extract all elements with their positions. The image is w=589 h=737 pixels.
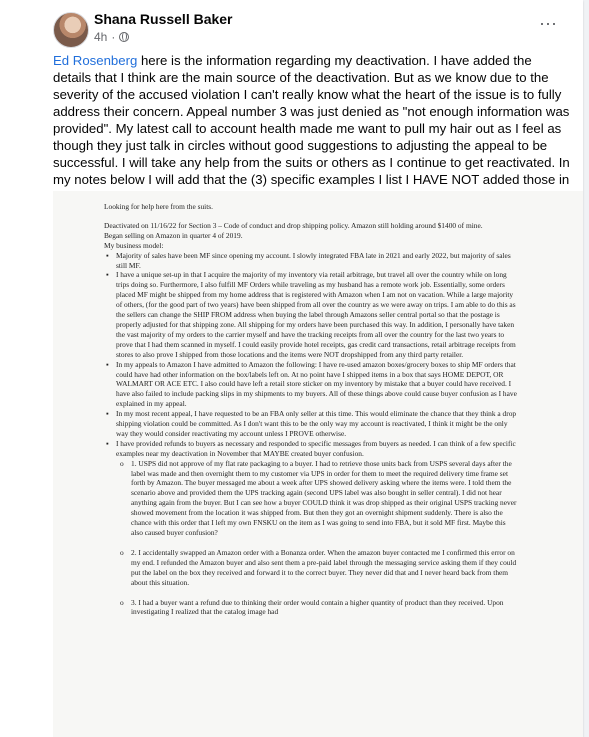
doc-bullet: ▪ In my appeals to Amazon I have admitted to Amazon the following: I have re-used amazon boxes/grocery boxes to ship MF orders that could have had other information on the box/labels left on. At no point have I shipped items in a box that says HOME DEPOT, OR WALMART OR ACE ETC. I also could have left a retail store sticker on my inventory by mistake that a buyer could have received. I have also failed to include packing slips in my shipments to my buyers. All of these things above could cause buyer confusion as I have explained in my appeal. [104, 360, 518, 410]
post-timestamp[interactable]: 4h [94, 30, 108, 44]
doc-bullet: ▪ Majority of sales have been MF since opening my account. I slowly integrated FBA late in 2021 and early 2022, but majority of sales still MF. [104, 251, 518, 271]
doc-example: o 1. USPS did not approve of my flat rate packaging to a buyer. I had to retrieve those units back from USPS several days after the label was made and then overnight them to my customer via UPS in order for them to meet the required delivery time frame set forth by Amazon. The buyer messaged me about a week after UPS showed delivery asking where the items were. I told them the scenario above and provided them the UPS tracking again (second UPS label was also bought in seller central). I did not hear anything again from the buyer. But I can see how a buyer COULD think it was drop shipped as their original USPS tracking never showed movement from the location it was shipped from. But then they got an overnight shipment suddenly. There is also the chance with this order that I left my own FNSKU on the item as I was going to send into FBA, but it sold MF first. Maybe this also caused buyer confusion? [104, 459, 518, 538]
more-options-icon[interactable]: ⋯ [539, 14, 557, 34]
doc-title: Looking for help here from the suits. [104, 202, 213, 211]
globe-icon[interactable] [119, 32, 129, 42]
doc-bullet: ▪ In my most recent appeal, I have requested to be an FBA only seller at this time. This would eliminate the chance that they think a drop shipping violation could be committed. As I don't want this to be the only way my account is reactivated, I think it might be the only way they would consider reactivating my account unless I PROVE otherwise. [104, 409, 518, 439]
doc-examples [104, 459, 518, 618]
doc-model-heading: My business model: [104, 240, 164, 250]
doc-began: Began selling on Amazon in quarter 4 of 2019. [104, 230, 243, 240]
post-body: here is the information regarding my deactivation. I have added the details that I think are the main source of the deactivation. But as we know due to the severity of the accused violation I can't really know what the heart of the issue is to fully address their concern. Appeal number 3 was just denied as "not enough information was provided". My latest call to account health made me want to pull my hair out as I feel as though they just talk in circles without good suggestions to adjusting the appeal to be successful. I will take any help from the suits or others as I continue to get reactivated. In my notes below I will add that the (3) specific examples I list I HAVE NOT added those in [53, 53, 570, 187]
doc-bullet: ▪ I have a unique set-up in that I acquire the majority of my inventory via retail arbitrage, but travel all over the country while on long trips doing so. Furthermore, I also fulfill MF Orders while traveling as my husband has a remote work job. Essentially, some orders placed MF might be shipped from my home address that is registered with Amazon when I am not on vacation. While a large majority of others, (for the good part of two years) have been shipped from all over the country as we were away on trips. I am able to do this as the sellers can change the SHIP FROM address when buying the label through Amazons seller central portal so that the postage is properly adjusted for that shipping zone. All shipping for my orders have been purchased this way. In addition, I personally have taken the vast majority of my orders to the carrier myself and have the tracking receipts from all over the country for the last two years to prove that I had them scanned in myself. I could easily provide hotel receipts, gas credit card transactions, retail arbitrage receipts from stores to also prove I shipped from those locations and the items were NOT dropshipped from any third party retailer. [104, 270, 518, 359]
attached-document-image[interactable] [53, 191, 583, 737]
avatar[interactable] [53, 12, 89, 48]
mention-link[interactable]: Ed Rosenberg [53, 53, 138, 68]
doc-example: o 3. I had a buyer want a refund due to thinking their order would contain a higher quantity of product than they received. Upon investigating I realized that the catalog image had [104, 598, 518, 618]
meta-separator: · [111, 30, 116, 44]
doc-deactivated: Deactivated on 11/16/22 for Section 3 – Code of conduct and drop shipping policy. Amazon still holding around $1400 of mine. [104, 220, 483, 230]
doc-bullet: ▪ I have provided refunds to buyers as necessary and responded to specific messages from buyers as needed. I can think of a few specific examples near my deactivation in November that MAYBE created buyer confusion. [104, 439, 518, 459]
post-meta [94, 30, 129, 44]
author-name[interactable]: Shana Russell Baker [94, 11, 233, 27]
post-text [53, 52, 573, 205]
doc-bullets [104, 251, 518, 459]
doc-example: o 2. I accidentally swapped an Amazon order with a Bonanza order. When the amazon buyer contacted me I confirmed this error on my end. I refunded the Amazon buyer and also sent them a pre-paid label through the messaging service asking them if they could put the label on the box they received and forward it to the correct buyer. They never did that and I never heard back from them about this situation. [104, 548, 518, 588]
document-text [104, 202, 518, 617]
post-header [0, 0, 583, 48]
